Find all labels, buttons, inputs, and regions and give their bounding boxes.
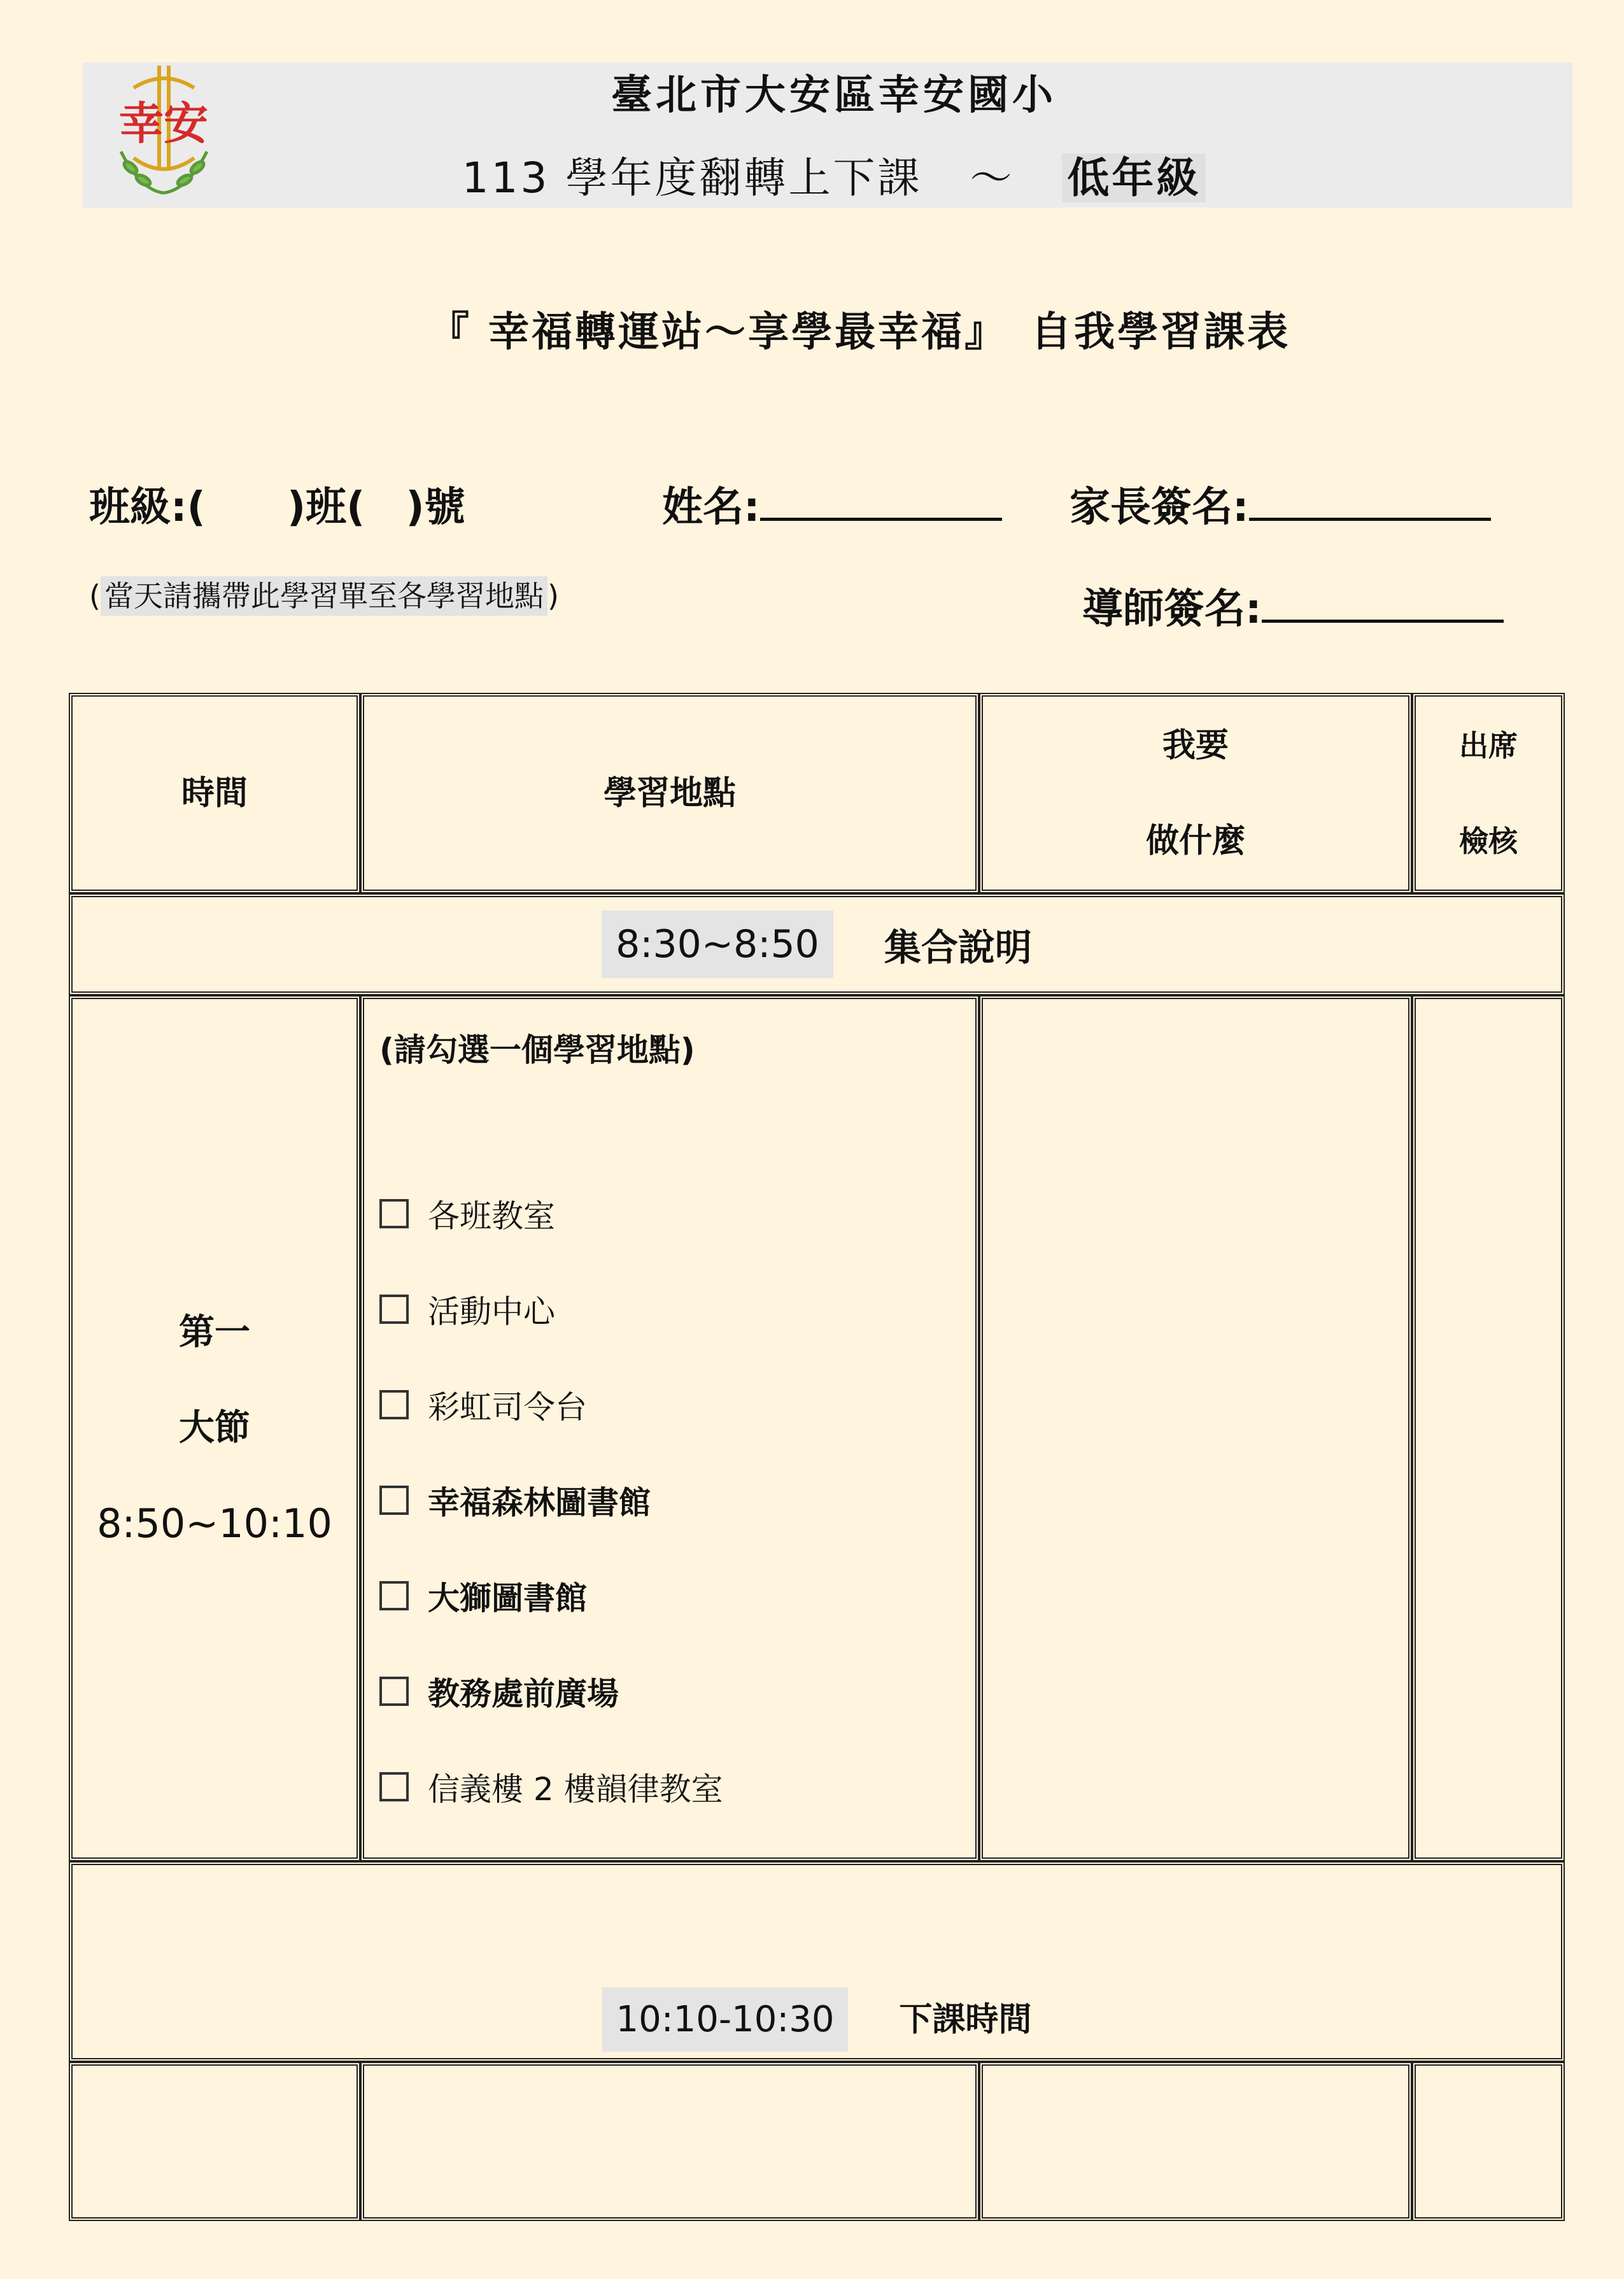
period-1-line2: 大節	[179, 1407, 250, 1449]
place-option-forest-library[interactable]: 幸福森林圖書館	[379, 1452, 723, 1548]
schedule-table	[69, 693, 1565, 2215]
break-time: 10:10-10:30	[602, 1987, 849, 2052]
place-option-activity-center[interactable]: 活動中心	[379, 1261, 723, 1357]
note-text: 當天請攜帶此學習單至各學習地點	[101, 576, 547, 616]
bring-sheet-note: ( 當天請攜帶此學習單至各學習地點 )	[89, 573, 559, 615]
next-row-place	[360, 2062, 979, 2221]
course-prefix: 113 學年度翻轉上下課	[462, 153, 922, 202]
class-label: 班級:( )班( )號	[89, 484, 465, 531]
assembly-row	[69, 893, 1565, 995]
next-row-todo[interactable]	[979, 2062, 1412, 2221]
parent-sign-label: 家長簽名:	[1070, 484, 1249, 531]
teacher-sign-blank[interactable]	[1262, 583, 1504, 623]
place-option-classroom[interactable]: 各班教室	[379, 1166, 723, 1261]
school-name: 臺北市大安區幸安國小	[611, 72, 1057, 119]
place-option-plaza[interactable]: 教務處前廣場	[379, 1644, 723, 1739]
break-label: 下課時間	[899, 2001, 1032, 2039]
parent-signature-field[interactable]	[1070, 474, 1491, 533]
header-todo: 我要 做什麼	[979, 693, 1412, 893]
checkbox[interactable]	[379, 1772, 409, 1801]
tilde: ～	[970, 153, 1015, 202]
next-row-time	[69, 2062, 360, 2221]
place-option-list	[379, 1166, 723, 1835]
checkbox[interactable]	[379, 1486, 409, 1515]
checkbox[interactable]	[379, 1390, 409, 1419]
school-logo	[95, 62, 229, 202]
grade-label: 低年級	[1062, 153, 1206, 202]
parent-sign-blank[interactable]	[1249, 481, 1491, 521]
header-place: 學習地點	[360, 693, 979, 893]
attendance-cell[interactable]	[1412, 995, 1565, 1861]
period-1-cell	[69, 995, 360, 1861]
place-option-rainbow-stage[interactable]: 彩虹司令台	[379, 1357, 723, 1452]
header-time: 時間	[69, 693, 360, 893]
place-option-rhythm-room[interactable]: 信義樓 2 樓韻律教室	[379, 1739, 723, 1835]
schedule-title: 『 幸福轉運站～享學最幸福』 自我學習課表	[428, 309, 1291, 356]
name-label: 姓名:	[662, 484, 760, 531]
assembly-time: 8:30~8:50	[602, 911, 833, 978]
place-options-cell	[360, 995, 979, 1861]
name-blank[interactable]	[760, 481, 1002, 521]
checkbox[interactable]	[379, 1581, 409, 1610]
checkbox[interactable]	[379, 1677, 409, 1706]
period-1-time: 8:50~10:10	[97, 1500, 332, 1547]
place-option-lion-library[interactable]: 大獅圖書館	[379, 1548, 723, 1644]
next-row-attendance[interactable]	[1412, 2062, 1565, 2221]
checkbox[interactable]	[379, 1295, 409, 1324]
break-row	[69, 1861, 1565, 2062]
place-instruction: (請勾選一個學習地點)	[379, 1032, 695, 1069]
course-title	[229, 146, 1439, 210]
header-attendance: 出席 檢核	[1412, 693, 1565, 893]
todo-cell[interactable]	[979, 995, 1412, 1861]
student-name-field[interactable]	[662, 474, 1002, 533]
assembly-label: 集合說明	[884, 926, 1032, 969]
checkbox[interactable]	[379, 1199, 409, 1228]
teacher-signature-field[interactable]	[1082, 576, 1504, 635]
logo-text: 幸安	[119, 97, 208, 150]
period-1-line1: 第一	[179, 1312, 250, 1353]
class-number-field[interactable]	[89, 474, 465, 533]
teacher-sign-label: 導師簽名:	[1082, 586, 1262, 633]
